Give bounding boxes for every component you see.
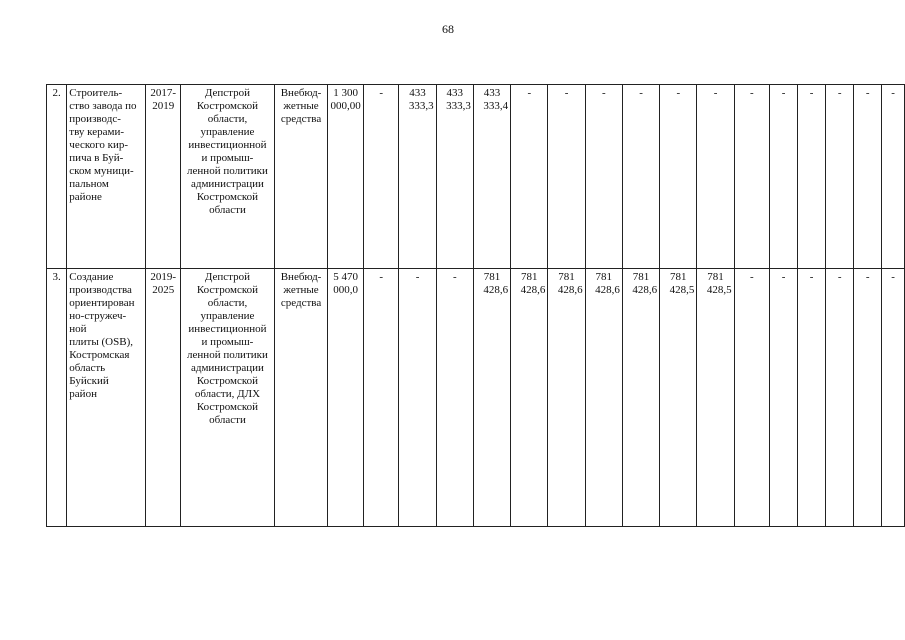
year-value-cell (660, 85, 697, 269)
year-value-line: - (379, 87, 384, 99)
year-value-line: 433 (446, 87, 464, 99)
year-value-line: - (750, 87, 754, 99)
executor-line: области, (207, 297, 248, 309)
project-name-line: тву керами- (69, 126, 125, 138)
year-value-cell (473, 85, 510, 269)
project-name-cell (67, 269, 146, 527)
executor-line: области, (207, 113, 248, 125)
year-value-line: - (809, 271, 814, 283)
executor-line: администрации (190, 362, 264, 374)
period-cell (146, 269, 181, 527)
table-row (47, 85, 905, 269)
funding-source-line: жетные (283, 284, 319, 296)
program-table (46, 84, 905, 527)
executor-line: и промыш- (201, 336, 254, 348)
executor-line: ленной политики (187, 165, 268, 177)
funding-source-cell (274, 85, 327, 269)
total-line: 000,00 (330, 100, 361, 112)
project-name-line: ной (69, 323, 87, 335)
year-value-line: - (891, 87, 895, 99)
total-line: 1 300 (333, 87, 358, 99)
year-value-line: 428,6 (595, 284, 620, 296)
year-value-cell (511, 269, 548, 527)
project-name-line: производс- (69, 113, 121, 125)
year-value-cell (364, 85, 399, 269)
year-value-line: - (781, 271, 786, 283)
funding-source-line: Внебюд- (280, 271, 322, 283)
year-value-line: 333,3 (446, 100, 471, 112)
year-value-cell (399, 85, 436, 269)
year-value-cell (436, 85, 473, 269)
year-value-line: - (527, 87, 532, 99)
year-value-cell (882, 269, 905, 527)
total-cell (328, 85, 364, 269)
executor-line: области (209, 204, 246, 216)
year-value-line: - (564, 87, 569, 99)
funding-source-line: жетные (283, 100, 319, 112)
executor-cell (181, 85, 275, 269)
year-value-cell (697, 269, 734, 527)
year-value-line: 333,3 (408, 100, 434, 112)
period-line: 2017- (150, 87, 177, 99)
year-value-cell (734, 269, 769, 527)
year-value-cell (585, 85, 622, 269)
executor-line: управление (200, 310, 255, 322)
year-value-cell (882, 85, 905, 269)
year-value-cell (622, 85, 659, 269)
year-value-line: 428,6 (557, 284, 583, 296)
project-name-line: область (69, 362, 106, 374)
executor-line: Костромской (196, 191, 259, 203)
year-value-cell (798, 269, 826, 527)
row-number: 2. (52, 87, 61, 99)
year-value-cell (399, 269, 436, 527)
period-line: 2019 (152, 100, 175, 112)
executor-line: области, ДЛХ (194, 388, 261, 400)
project-name-line: но-стружеч- (69, 310, 127, 322)
executor-line: Депстрой (204, 87, 251, 99)
year-value-line: 428,5 (669, 284, 695, 296)
project-name-line: район (69, 388, 97, 400)
year-value-line: - (379, 271, 384, 283)
year-value-cell (548, 85, 585, 269)
year-value-line: - (837, 271, 842, 283)
funding-source-cell (274, 269, 327, 527)
year-value-cell (826, 85, 854, 269)
executor-line: Костромской (196, 284, 259, 296)
row-number-cell (47, 85, 67, 269)
year-value-line: - (837, 87, 842, 99)
year-value-line: 433 (483, 87, 501, 99)
executor-line: Костромской (196, 401, 259, 413)
period-line: 2019- (150, 271, 177, 283)
executor-cell (181, 269, 275, 527)
total-cell (328, 269, 364, 527)
funding-source-line: средства (280, 113, 322, 125)
year-value-line: 428,6 (520, 284, 546, 296)
year-value-cell (734, 85, 769, 269)
year-value-cell (826, 269, 854, 527)
year-value-line: - (781, 87, 786, 99)
year-value-cell (364, 269, 399, 527)
project-name-line: Создание (69, 271, 114, 283)
project-name-line: ческого кир- (69, 139, 129, 151)
year-value-line: - (809, 87, 814, 99)
year-value-line: 781 (632, 271, 650, 283)
year-value-cell (798, 85, 826, 269)
row-number-cell (47, 269, 67, 527)
year-value-cell (770, 269, 798, 527)
executor-line: администрации (190, 178, 264, 190)
year-value-line: 428,6 (483, 284, 509, 296)
year-value-line: 333,4 (483, 100, 509, 112)
year-value-cell (854, 85, 882, 269)
executor-line: Депстрой (204, 271, 251, 283)
executor-line: инвестиционной (188, 323, 267, 335)
executor-line: Костромской (196, 375, 259, 387)
period-line: 2025 (152, 284, 175, 296)
year-value-line: 781 (707, 271, 724, 283)
year-value-line: - (713, 87, 718, 99)
year-value-line: - (750, 271, 754, 283)
year-value-line: 781 (483, 271, 501, 283)
year-value-line: 781 (670, 271, 687, 283)
year-value-line: 781 (558, 271, 575, 283)
year-value-cell (770, 85, 798, 269)
year-value-line: - (865, 87, 870, 99)
year-value-cell (697, 85, 734, 269)
executor-line: управление (200, 126, 255, 138)
project-name-line: районе (69, 191, 102, 203)
year-value-line: - (639, 87, 643, 99)
total-line: 000,0 (333, 284, 358, 296)
table-row (47, 269, 905, 527)
project-name-line: Буйский (69, 375, 109, 387)
year-value-cell (660, 269, 697, 527)
year-value-cell (436, 269, 473, 527)
executor-line: области (209, 414, 246, 426)
year-value-line: 428,5 (706, 284, 732, 296)
period-cell (146, 85, 181, 269)
funding-source-line: Внебюд- (280, 87, 322, 99)
year-value-cell (622, 269, 659, 527)
executor-line: Костромской (196, 100, 259, 112)
year-value-line: - (865, 271, 870, 283)
year-value-line: - (891, 271, 895, 283)
row-number: 3. (52, 271, 61, 283)
year-value-cell (585, 269, 622, 527)
year-value-line: 781 (521, 271, 538, 283)
year-value-cell (511, 85, 548, 269)
project-name-line: ском муници- (69, 165, 134, 177)
project-name-line: производства (69, 284, 132, 296)
project-name-line: Строитель- (69, 87, 123, 99)
project-name-line: пича в Буй- (69, 152, 124, 164)
year-value-line: - (676, 87, 681, 99)
year-value-cell (473, 269, 510, 527)
project-name-line: пальном (69, 178, 109, 190)
year-value-line: - (415, 271, 420, 283)
year-value-line: 428,6 (632, 284, 658, 296)
year-value-line: - (601, 87, 606, 99)
executor-line: ленной политики (187, 349, 268, 361)
total-line: 5 470 (333, 271, 358, 283)
year-value-cell (548, 269, 585, 527)
year-value-line: 781 (595, 271, 613, 283)
project-name-line: Костромская (69, 349, 130, 361)
year-value-line: - (452, 271, 457, 283)
project-name-line: ство завода по (69, 100, 137, 112)
year-value-cell (854, 269, 882, 527)
project-name-cell (67, 85, 146, 269)
year-value-line: 433 (409, 87, 426, 99)
executor-line: и промыш- (201, 152, 254, 164)
executor-line: инвестиционной (188, 139, 267, 151)
funding-source-line: средства (280, 297, 322, 309)
project-name-line: плиты (OSB), (69, 336, 133, 348)
page-number: 68 (442, 22, 454, 36)
project-name-line: ориентирован (69, 297, 135, 309)
